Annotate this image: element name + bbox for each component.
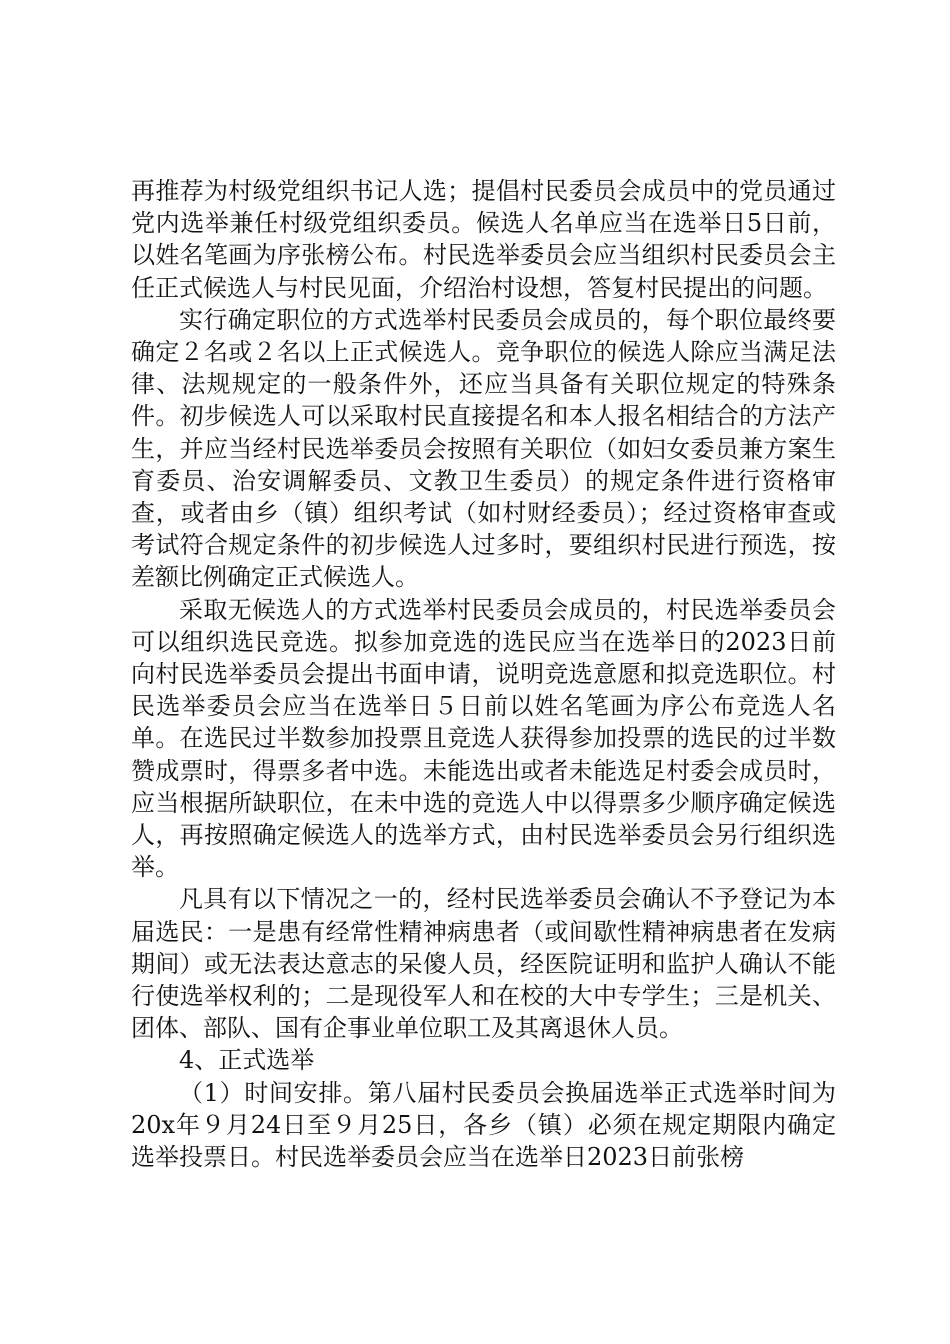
paragraph-no-candidate-election: 采取无候选人的方式选举村民委员会成员的，村民选举委员会可以组织选民竞选。拟参加竞选的选民应当在选举日的2023日前向村民选举委员会提出书面申请，说明竞选意愿和拟竞选职位。村民选举委员会应当在选举日５日前以姓名笔画为序公布竞选人名单。在选民过半数参加投票且竞选人获得参加投票的选民的过半数赞成票时，得票多者中选。未能选出或者未能选足村委会成员时，应当根据所缺职位，在未中选的竞选人中以得票多少顺序确定候选人，再按照确定候选人的选举方式，由村民选举委员会另行组织选举。 xyxy=(131,595,836,882)
document-body xyxy=(131,175,836,1173)
section-heading-formal-election: 4、正式选举 xyxy=(179,1046,315,1075)
paragraph-voter-exclusion: 凡具有以下情况之一的，经村民选举委员会确认不予登记为本届选民：一是患有经常性精神病患者（或间歇性精神病患者在发病期间）或无法表达意志的呆傻人员，经医院证明和监护人确认不能行使选举权利的；二是现役军人和在校的大中专学生；三是机关、团体、部队、国有企事业单位职工及其离退休人员。 xyxy=(131,885,836,1043)
paragraph-time-arrangement: （1）时间安排。第八届村民委员会换届选举正式选举时间为20x年９月24日至９月25日，各乡（镇）必须在规定期限内确定选举投票日。村民选举委员会应当在选举日2023日前张榜 xyxy=(131,1078,836,1172)
paragraph-position-election: 实行确定职位的方式选举村民委员会成员的，每个职位最终要确定２名或２名以上正式候选人。竞争职位的候选人除应当满足法律、法规规定的一般条件外，还应当具备有关职位规定的特殊条件。初步候选人可以采取村民直接提名和本人报名相结合的方法产生，并应当经村民选举委员会按照有关职位（如妇女委员兼方案生育委员、治安调解委员、文教卫生委员）的规定条件进行资格审查，或者由乡（镇）组织考试（如村财经委员）；经过资格审查或考试符合规定条件的初步候选人过多时，要组织村民进行预选，按差额比例确定正式候选人。 xyxy=(131,305,836,592)
paragraph-candidate-list: 再推荐为村级党组织书记人选；提倡村民委员会成员中的党员通过党内选举兼任村级党组织委员。候选人名单应当在选举日5日前，以姓名笔画为序张榜公布。村民选举委员会应当组织村民委员会主任正式候选人与村民见面，介绍治村设想，答复村民提出的问题。 xyxy=(131,177,836,302)
